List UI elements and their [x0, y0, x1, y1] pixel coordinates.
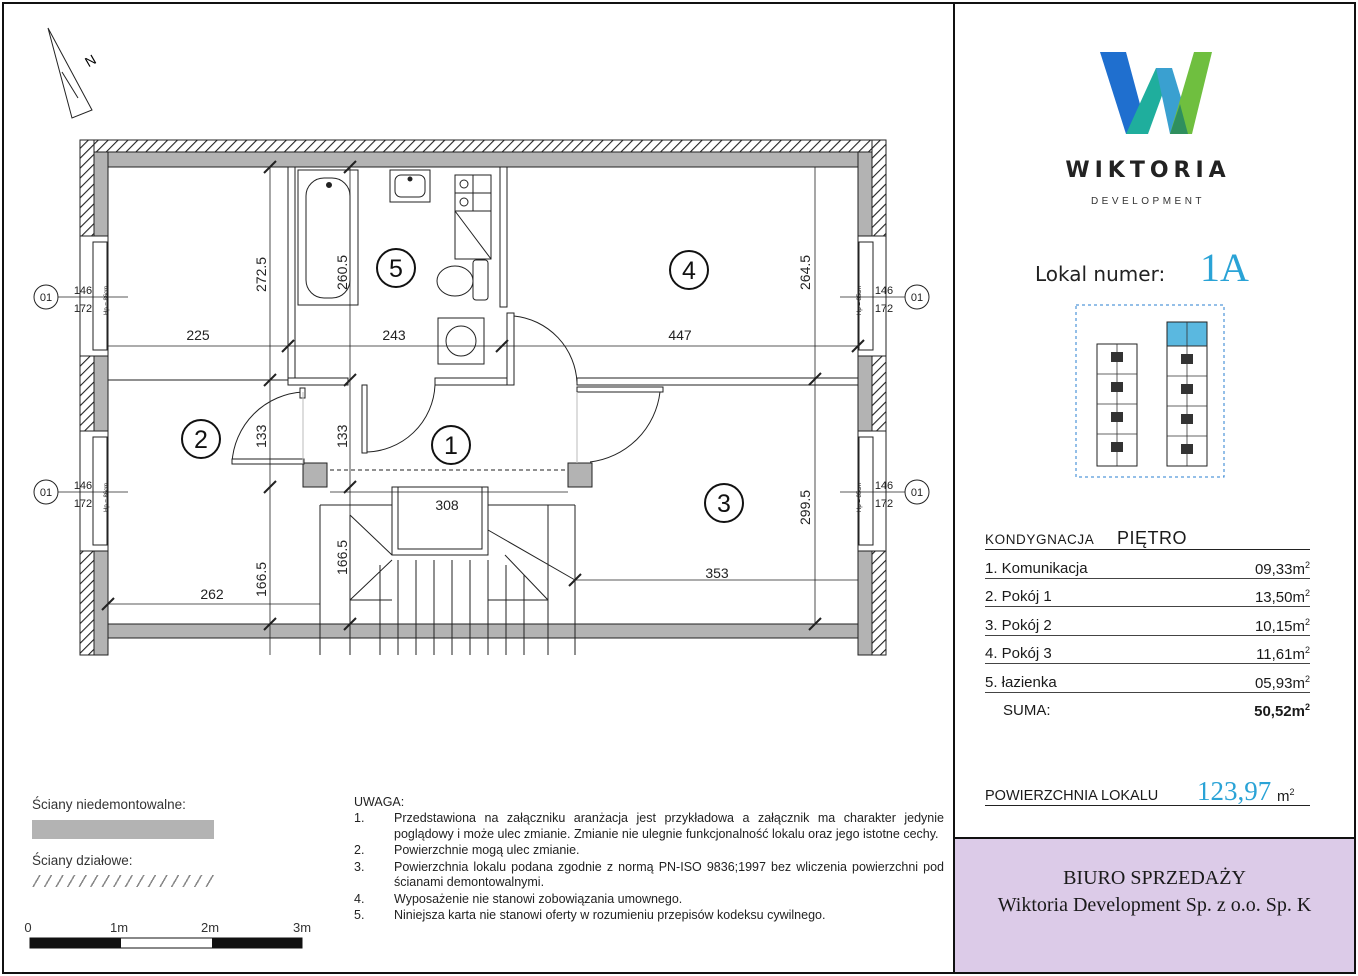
stair-treads: [380, 560, 524, 655]
room-row: [985, 671, 1310, 693]
powierzchnia-value: 123,97: [1197, 776, 1272, 806]
window-height-4a: 146: [874, 480, 894, 492]
wiktoria-logo-icon: [1060, 48, 1250, 148]
dim-264-5: 264.5: [797, 254, 813, 290]
room-marker-1: 1: [444, 432, 458, 460]
north-label: N: [82, 51, 99, 71]
lokal-number: 1A: [1200, 245, 1249, 290]
legend-solid-swatch: [32, 820, 214, 839]
window-note-2: Hp = 86cm: [104, 482, 110, 512]
room-marker-2: 2: [194, 426, 208, 454]
window-tag-1: 01: [39, 292, 53, 304]
dim-133-a: 133: [253, 424, 269, 448]
room-name: 3. Pokój 2: [985, 617, 1052, 634]
kondygnacja-row: [985, 530, 1310, 550]
room-marker-5: 5: [389, 255, 403, 283]
legend-hatch-swatch: [32, 875, 214, 887]
room-name: 4. Pokój 3: [985, 645, 1052, 662]
washer-dryer-icon: [455, 175, 491, 259]
window-height-3b: 172: [874, 303, 894, 315]
notes-block: [354, 795, 944, 925]
window-tag-2: 01: [39, 487, 53, 499]
note-item: 4. Wyposażenie nie stanowi zobowiązania umownego.: [354, 891, 683, 906]
brand-name: WIKTORIA: [1065, 158, 1231, 183]
building-keyplan: [1075, 304, 1225, 478]
scale-bar: [20, 916, 330, 956]
room-name: 1. Komunikacja: [985, 560, 1088, 577]
dim-225: 225: [186, 327, 210, 343]
dim-133-b: 133: [334, 424, 350, 448]
dim-166-5-b: 166.5: [334, 539, 350, 575]
note-item: 1. Przedstawiona na załączniku aranżacja jest przykładowa a załącznik ma charakter jedynie poglądowy i może ulec zmianie. Zmianie nie ulegnie funkcjonalność lokalu oraz jego istotne cechy.: [354, 811, 944, 841]
suma-label: SUMA:: [1003, 702, 1051, 719]
powierzchnia-label: POWIERZCHNIA LOKALU: [985, 788, 1159, 804]
panel-divider: [953, 2, 955, 974]
room-area: $10,15m^2$: [1254, 617, 1310, 635]
window-height-4b: 172: [874, 498, 894, 510]
note-item: 3. Powierzchnia lokalu podana zgodnie z normą PN-ISO 9836;1997 bez wliczenia powierzchni pod ścianami demontowalnymi.: [354, 859, 944, 889]
window-note-1: Hp = 86cm: [104, 285, 110, 315]
kondygnacja-value: PIĘTRO: [1117, 528, 1188, 548]
dim-353: 353: [705, 565, 729, 581]
legend-hatch-label: Ściany działowe:: [32, 853, 133, 868]
window-tag-4: 01: [910, 487, 924, 499]
dim-308: 308: [435, 497, 459, 513]
powierzchnia-row: [985, 776, 1310, 806]
notes-title: UWAGA:: [354, 795, 405, 809]
window-height-1a: 146: [73, 285, 93, 297]
legend-solid-label: Ściany niedemontowalne:: [32, 797, 186, 812]
room-row: [985, 642, 1310, 664]
kondygnacja-label: KONDYGNACJA: [985, 532, 1095, 547]
room-area: $09,33m^2$: [1254, 560, 1310, 578]
scale-tick-0: 0: [24, 920, 32, 935]
room-row: [985, 557, 1310, 579]
window-height-2b: 172: [73, 498, 93, 510]
room-name: 2. Pokój 1: [985, 588, 1052, 605]
dim-299-5: 299.5: [797, 489, 813, 525]
window-height-2a: 146: [73, 480, 93, 492]
window-note-4: Hp = 85cm: [857, 482, 863, 512]
brand-subtitle: DEVELOPMENT: [1090, 196, 1206, 207]
sales-office-company: Wiktoria Development Sp. z o.o. Sp. K: [997, 894, 1312, 916]
north-arrow-icon: [48, 28, 92, 118]
powierzchnia-unit: $m^2$: [1277, 787, 1295, 805]
room-area: $05,93m^2$: [1254, 674, 1310, 692]
room-area: $13,50m^2$: [1254, 588, 1310, 606]
dim-243: 243: [382, 327, 406, 343]
dim-272-5: 272.5: [253, 256, 269, 292]
note-item: 2. Powierzchnie mogą ulec zmianie.: [354, 843, 580, 857]
dim-260-5: 260.5: [334, 254, 350, 290]
sink-icon: [390, 170, 430, 202]
suma-area: $50,52m^2$: [1254, 702, 1310, 720]
suma-row: [985, 699, 1310, 721]
washing-machine-icon: [438, 318, 484, 364]
window-tag-3: 01: [910, 292, 924, 304]
room-marker-3: 3: [717, 490, 731, 518]
dim-447: 447: [668, 327, 692, 343]
window-note-3: Hp = 85cm: [857, 285, 863, 315]
dim-166-5-a: 166.5: [253, 561, 269, 597]
room-row: [985, 585, 1310, 607]
room-row: [985, 614, 1310, 636]
scale-tick-3m: 3m: [292, 920, 312, 935]
scale-tick-1m: 1m: [109, 920, 129, 935]
room-name: 5. łazienka: [985, 674, 1057, 691]
room-area: $11,61m^2$: [1256, 645, 1310, 663]
lokal-label: Lokal numer:: [1035, 262, 1166, 286]
room-marker-4: 4: [682, 257, 696, 285]
sales-office-box: [955, 837, 1354, 972]
scale-tick-2m: 2m: [200, 920, 220, 935]
dim-262: 262: [200, 586, 224, 602]
note-item: 5. Niniejsza karta nie stanowi oferty w rozumieniu przepisów kodeksu cywilnego.: [354, 908, 826, 922]
window-height-1b: 172: [73, 303, 93, 315]
window-height-3a: 146: [874, 285, 894, 297]
toilet-icon: [437, 260, 488, 300]
sales-office-title: BIURO SPRZEDAŻY: [1063, 867, 1246, 889]
